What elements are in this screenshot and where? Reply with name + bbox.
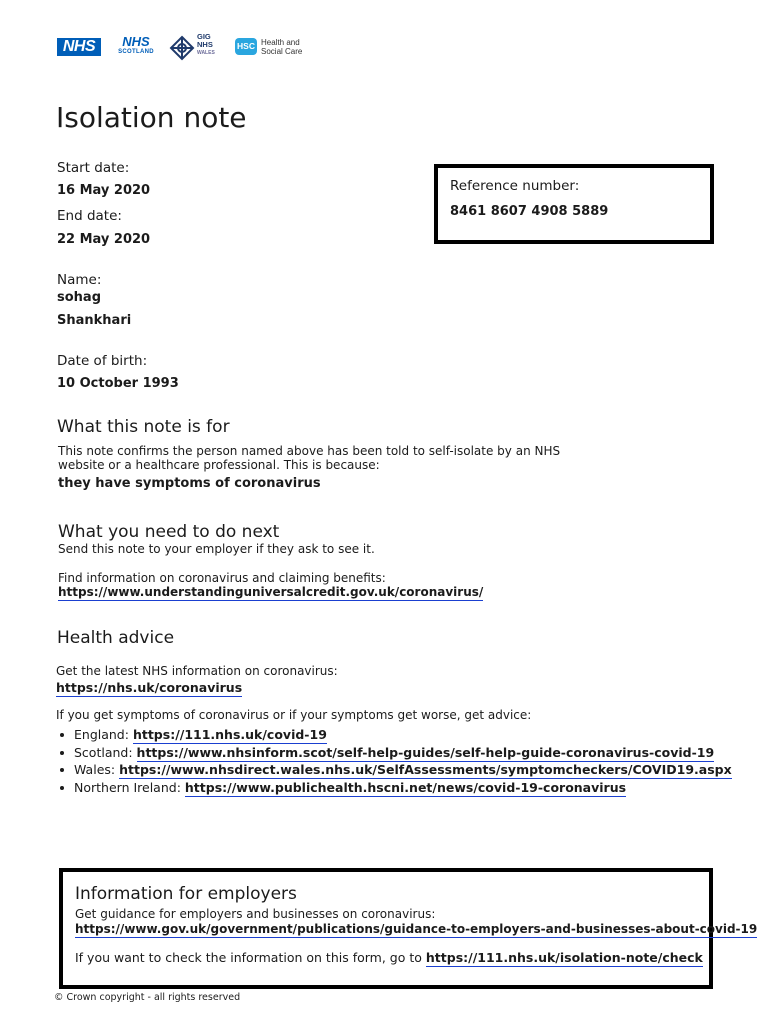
list-item bbox=[58, 726, 732, 744]
region-label: Wales: bbox=[74, 762, 116, 777]
region-label: England: bbox=[74, 727, 129, 742]
end-date-label: End date: bbox=[57, 208, 122, 224]
nhs-scotland-logo-sub: SCOTLAND bbox=[118, 49, 154, 55]
end-date-value: 22 May 2020 bbox=[57, 232, 151, 247]
note-for-reason: they have symptoms of coronavirus bbox=[58, 476, 321, 491]
start-date-value: 16 May 2020 bbox=[57, 183, 151, 198]
nhs-logo: NHS bbox=[57, 38, 101, 56]
hsc-badge: HSC bbox=[235, 38, 257, 55]
next-heading: What you need to do next bbox=[58, 522, 280, 542]
region-link-wales[interactable]: https://www.nhsdirect.wales.nhs.uk/SelfAssessments/symptomcheckers/COVID19.aspx bbox=[119, 762, 732, 777]
bullet-icon bbox=[60, 733, 64, 737]
bullet-icon bbox=[60, 751, 64, 755]
universal-credit-link[interactable]: https://www.understandinguniversalcredit.gov.uk/coronavirus/ bbox=[58, 585, 484, 599]
footer-copyright: © Crown copyright - all rights reserved bbox=[54, 992, 241, 1003]
region-label: Scotland: bbox=[74, 744, 133, 760]
reference-box bbox=[434, 164, 714, 244]
hsc-logo-text: Health and Social Care bbox=[261, 38, 303, 56]
dob-label: Date of birth: bbox=[57, 353, 148, 369]
reference-label: Reference number: bbox=[450, 178, 580, 194]
gig-nhs-wales-logo bbox=[169, 33, 219, 63]
region-link-northern-ireland[interactable]: https://www.publichealth.hscni.net/news/covid-19-coronavirus bbox=[184, 779, 627, 795]
wales-logo-sub: WALES bbox=[197, 50, 215, 56]
list-item bbox=[58, 744, 732, 762]
wales-emblem-icon bbox=[169, 35, 195, 61]
list-item bbox=[58, 779, 732, 797]
start-date-label: Start date: bbox=[57, 160, 130, 176]
next-send-text: Send this note to your employer if they ask to see it. bbox=[58, 542, 375, 556]
isolation-note-check-link[interactable]: https://111.nhs.uk/isolation-note/check bbox=[425, 950, 703, 965]
nhs-scotland-logo-nhs: NHS bbox=[122, 34, 150, 49]
health-advice-heading: Health advice bbox=[57, 628, 175, 648]
region-link-scotland[interactable]: https://www.nhsinform.scot/self-help-guides/self-help-guide-coronavirus-covid-19 bbox=[136, 744, 715, 760]
reference-value: 8461 8607 4908 5889 bbox=[450, 204, 609, 219]
bullet-icon bbox=[60, 786, 64, 790]
region-label: Northern Ireland: bbox=[74, 779, 181, 795]
employers-heading: Information for employers bbox=[75, 884, 297, 904]
nhs-coronavirus-link[interactable]: https://nhs.uk/coronavirus bbox=[56, 680, 243, 695]
regions-list bbox=[58, 726, 732, 796]
employers-box bbox=[59, 868, 758, 989]
dob-value: 10 October 1993 bbox=[57, 376, 179, 391]
wales-logo-gig: GIG bbox=[197, 32, 211, 41]
name-first: sohag bbox=[57, 290, 102, 305]
nhs-scotland-logo bbox=[117, 35, 155, 56]
employers-check-text: If you want to check the information on this form, go to bbox=[75, 950, 422, 965]
region-link-england[interactable]: https://111.nhs.uk/covid-19 bbox=[132, 727, 327, 742]
bullet-icon bbox=[60, 768, 64, 772]
name-label: Name: bbox=[57, 272, 102, 288]
list-item bbox=[58, 761, 732, 779]
note-for-heading: What this note is for bbox=[57, 417, 230, 437]
health-symptoms-text: If you get symptoms of coronavirus or if your symptoms get worse, get advice: bbox=[56, 708, 532, 722]
employers-guidance-text: Get guidance for employers and businesses on coronavirus: bbox=[75, 907, 436, 921]
page-title: Isolation note bbox=[56, 101, 247, 134]
note-for-text: This note confirms the person named above has been told to self-isolate by an NHS website or a healthcare professional. This is because: bbox=[58, 444, 561, 472]
employers-guidance-link[interactable]: https://www.gov.uk/government/publications/guidance-to-employers-and-businesses-about-covid-19 bbox=[75, 922, 758, 936]
health-latest-text: Get the latest NHS information on coronavirus: bbox=[56, 664, 338, 678]
next-find-text: Find information on coronavirus and claiming benefits: bbox=[58, 571, 386, 585]
wales-logo-nhs: NHS bbox=[197, 40, 213, 49]
name-last: Shankhari bbox=[57, 313, 132, 328]
